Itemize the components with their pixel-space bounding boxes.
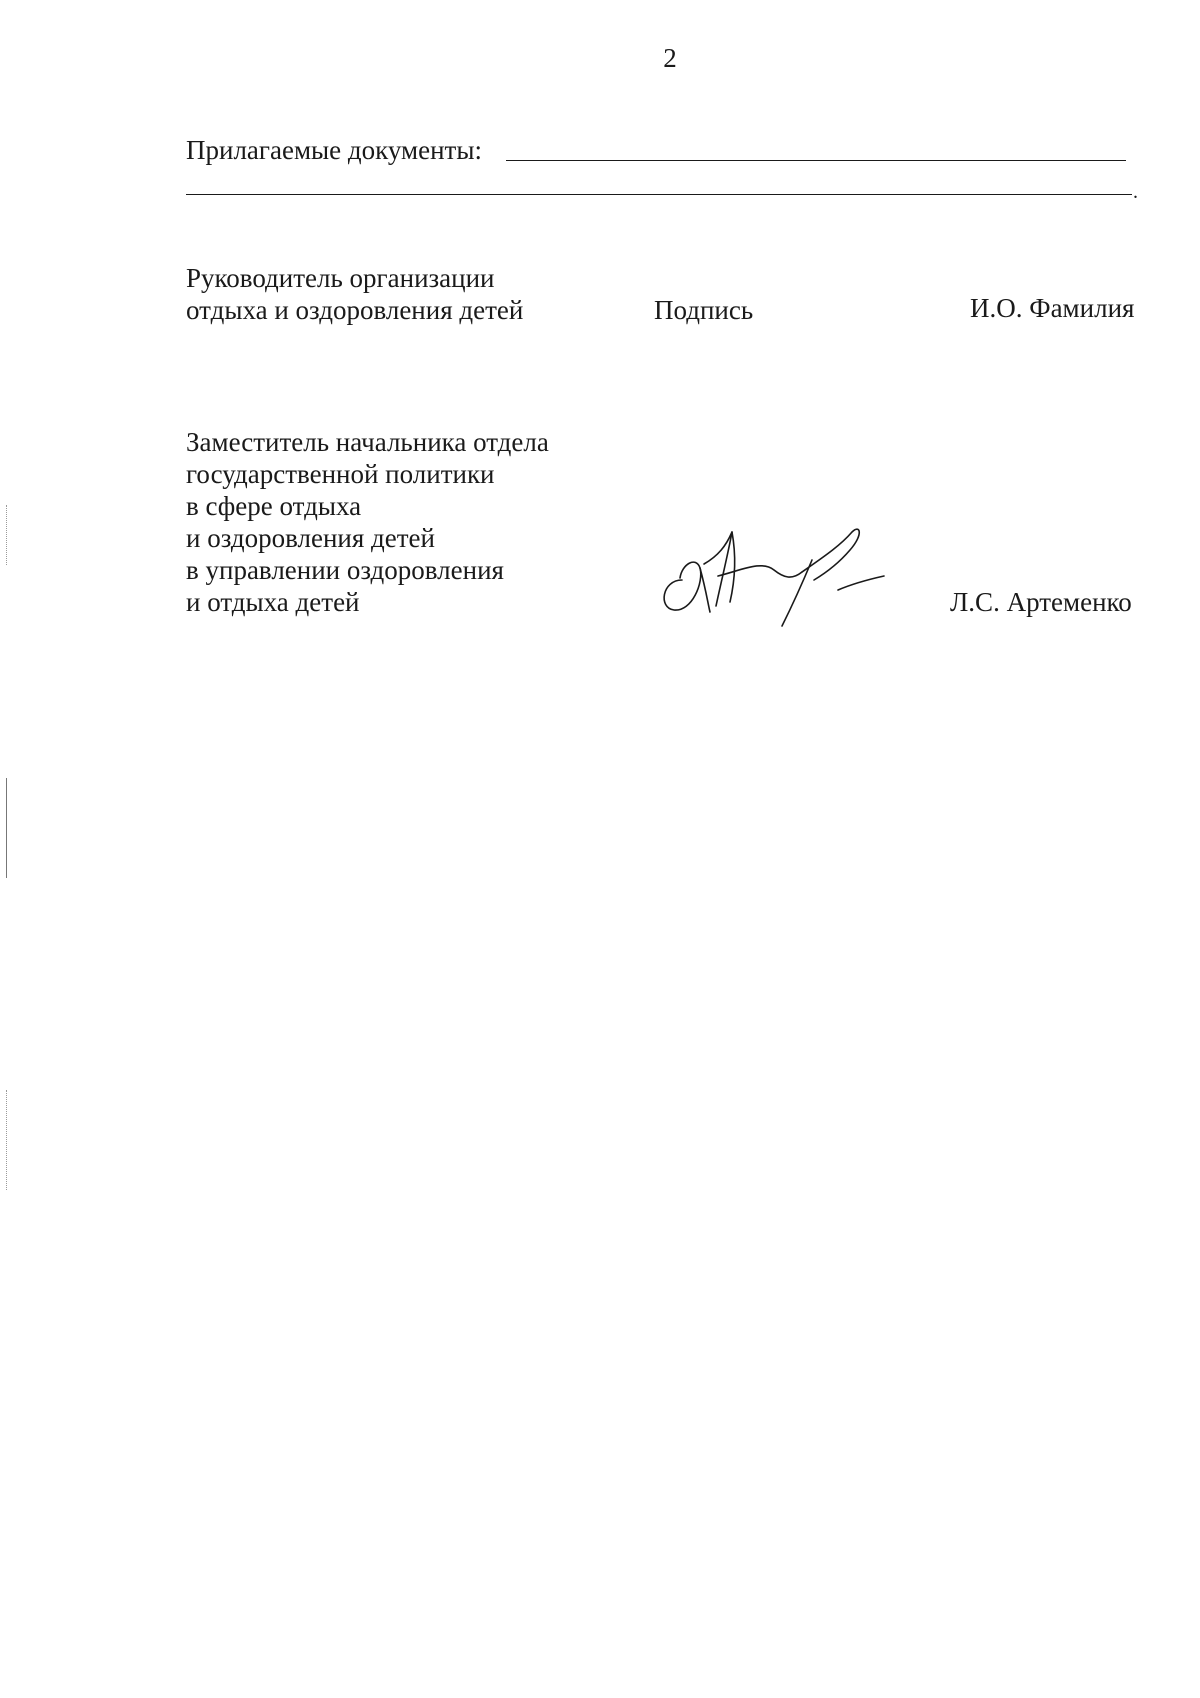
attached-documents-line-2: [186, 194, 1132, 195]
head-of-organization-name: И.О. Фамилия: [970, 293, 1135, 323]
deputy-name: Л.С. Артеменко: [950, 587, 1132, 617]
scan-edge-mark: [6, 1090, 7, 1190]
deputy-title-line: и оздоровления детей: [186, 523, 435, 553]
deputy-title: [186, 426, 549, 618]
scan-edge-mark: [6, 778, 7, 878]
head-title-line: отдыха и оздоровления детей: [186, 295, 524, 325]
scan-edge-mark: [6, 505, 7, 565]
page-number: 2: [663, 43, 677, 73]
head-of-organization-title: [186, 262, 523, 326]
deputy-title-line: в управлении оздоровления: [186, 555, 504, 585]
attached-documents-line-1: [506, 160, 1126, 161]
signature-label: Подпись: [654, 295, 754, 325]
deputy-title-line: и отдыха детей: [186, 587, 360, 617]
deputy-title-line: Заместитель начальника отдела: [186, 427, 549, 457]
deputy-title-line: в сфере отдыха: [186, 491, 362, 521]
handwritten-signature-icon: [652, 520, 912, 630]
deputy-title-line: государственной политики: [186, 459, 495, 489]
head-title-line: Руководитель организации: [186, 263, 495, 293]
attached-documents-end-mark: .: [1133, 181, 1138, 203]
attached-documents-label: Прилагаемые документы:: [186, 135, 482, 165]
